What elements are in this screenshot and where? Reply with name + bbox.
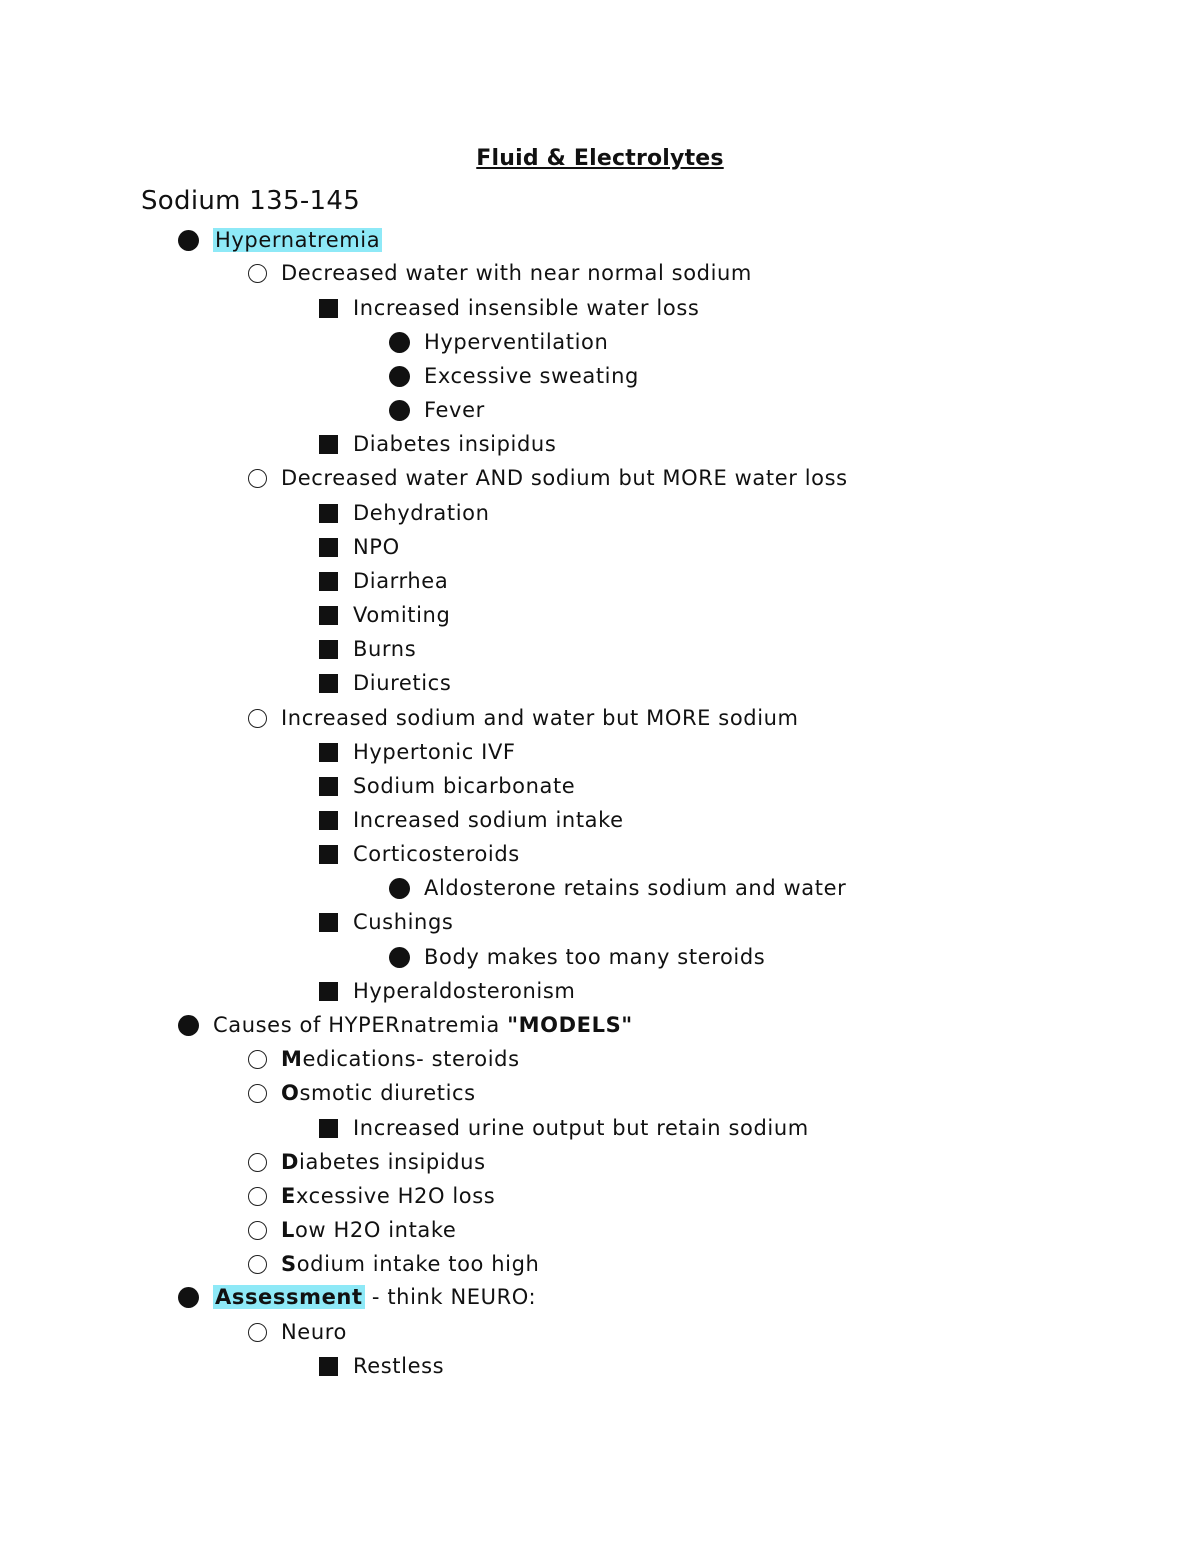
outline-item-text bbox=[353, 910, 453, 934]
outline-text-run: L bbox=[281, 1218, 295, 1242]
outline-text-run: Increased sodium intake bbox=[353, 808, 624, 832]
outline-text-run: Increased sodium and water but MORE sodium bbox=[281, 706, 799, 730]
outline-item bbox=[178, 1282, 536, 1312]
outline-item-text bbox=[353, 296, 699, 320]
outline-item bbox=[389, 361, 639, 391]
outline-text-run: smotic diuretics bbox=[299, 1081, 476, 1105]
outline-text-run: Body makes too many steroids bbox=[424, 945, 766, 969]
outline-item bbox=[319, 1113, 809, 1143]
outline-item bbox=[248, 1181, 495, 1211]
filled-square-bullet-icon bbox=[319, 743, 338, 762]
outline-item-text bbox=[424, 945, 765, 969]
hollow-circle-bullet-icon bbox=[248, 709, 267, 728]
outline-text-run: odium intake too high bbox=[296, 1252, 540, 1276]
outline-item bbox=[319, 532, 400, 562]
hollow-circle-bullet-icon bbox=[248, 1050, 267, 1069]
section-heading: Sodium 135-145 bbox=[141, 186, 361, 216]
outline-text-run: Vomiting bbox=[353, 603, 451, 627]
outline-item bbox=[319, 771, 575, 801]
outline-item-text bbox=[353, 671, 451, 695]
outline-text-run: Diuretics bbox=[353, 671, 452, 695]
outline-item-text bbox=[424, 398, 485, 422]
outline-text-run: Decreased water with near normal sodium bbox=[281, 261, 752, 285]
outline-item-text bbox=[281, 1184, 495, 1208]
outline-item bbox=[319, 429, 556, 459]
outline-item-text bbox=[353, 637, 416, 661]
outline-item bbox=[248, 1215, 456, 1245]
outline-item-text bbox=[213, 228, 382, 252]
filled-circle-bullet-icon bbox=[389, 947, 410, 968]
outline-item-text bbox=[353, 569, 448, 593]
outline-item-text bbox=[353, 740, 516, 764]
outline-item bbox=[319, 634, 416, 664]
outline-text-run: Sodium bicarbonate bbox=[353, 774, 576, 798]
filled-square-bullet-icon bbox=[319, 572, 338, 591]
hollow-circle-bullet-icon bbox=[248, 1153, 267, 1172]
hollow-circle-bullet-icon bbox=[248, 264, 267, 283]
filled-circle-bullet-icon bbox=[389, 332, 410, 353]
hollow-circle-bullet-icon bbox=[248, 1187, 267, 1206]
outline-text-run: Decreased water AND sodium but MORE water loss bbox=[281, 466, 848, 490]
filled-square-bullet-icon bbox=[319, 1119, 338, 1138]
filled-square-bullet-icon bbox=[319, 845, 338, 864]
outline-text-run: iabetes insipidus bbox=[299, 1150, 486, 1174]
outline-item-text bbox=[281, 1252, 539, 1276]
outline-item bbox=[319, 293, 699, 323]
outline-text-run: O bbox=[281, 1081, 300, 1105]
outline-text-run: xcessive H2O loss bbox=[295, 1184, 496, 1208]
outline-item bbox=[319, 976, 575, 1006]
outline-item bbox=[389, 327, 608, 357]
outline-item bbox=[389, 873, 846, 903]
filled-square-bullet-icon bbox=[319, 538, 338, 557]
outline-item bbox=[248, 258, 752, 288]
filled-square-bullet-icon bbox=[319, 1357, 338, 1376]
filled-circle-bullet-icon bbox=[389, 366, 410, 387]
outline-item-text bbox=[353, 432, 556, 456]
hollow-circle-bullet-icon bbox=[248, 469, 267, 488]
outline-text-run: NPO bbox=[353, 535, 400, 559]
outline-item-text bbox=[281, 1320, 347, 1344]
outline-text-run: Hyperventilation bbox=[424, 330, 609, 354]
outline-item-text bbox=[281, 1081, 476, 1105]
hollow-circle-bullet-icon bbox=[248, 1255, 267, 1274]
outline-text-run: D bbox=[281, 1150, 300, 1174]
outline-text-run: Assessment bbox=[215, 1285, 363, 1309]
outline-text-run: "MODELS" bbox=[507, 1013, 633, 1037]
outline-item-text bbox=[424, 364, 639, 388]
outline-text-run: Cushings bbox=[353, 910, 454, 934]
outline-item bbox=[248, 1249, 539, 1279]
outline-item bbox=[248, 1317, 347, 1347]
outline-text-run: Increased urine output but retain sodium bbox=[353, 1116, 809, 1140]
outline-item-text bbox=[213, 1285, 536, 1309]
outline-item bbox=[389, 942, 765, 972]
outline-item-text bbox=[353, 979, 575, 1003]
outline-item bbox=[319, 839, 520, 869]
outline-item bbox=[319, 1351, 444, 1381]
outline-text-run: M bbox=[281, 1047, 303, 1071]
hollow-circle-bullet-icon bbox=[248, 1323, 267, 1342]
outline-text-run: Excessive sweating bbox=[424, 364, 639, 388]
outline-text-run: Burns bbox=[353, 637, 417, 661]
hollow-circle-bullet-icon bbox=[248, 1084, 267, 1103]
outline-item bbox=[248, 1078, 476, 1108]
outline-item-text bbox=[281, 706, 799, 730]
outline-item-text bbox=[353, 1354, 444, 1378]
outline-item bbox=[248, 703, 799, 733]
outline-text-run: ow H2O intake bbox=[294, 1218, 457, 1242]
outline-text-run: Corticosteroids bbox=[353, 842, 520, 866]
outline-item-text bbox=[353, 808, 624, 832]
outline-item bbox=[248, 463, 848, 493]
filled-square-bullet-icon bbox=[319, 982, 338, 1001]
outline-text-run: Hypernatremia bbox=[215, 228, 381, 252]
outline-item bbox=[178, 225, 382, 255]
outline-item-text bbox=[353, 842, 520, 866]
filled-square-bullet-icon bbox=[319, 913, 338, 932]
outline-item-text bbox=[353, 774, 575, 798]
outline-text-run: Dehydration bbox=[353, 501, 490, 525]
outline-text-run: Diabetes insipidus bbox=[353, 432, 557, 456]
outline-item bbox=[319, 737, 516, 767]
outline-text-run: S bbox=[281, 1252, 297, 1276]
outline-text-run: edications- steroids bbox=[302, 1047, 520, 1071]
outline-text-run: Hypertonic IVF bbox=[353, 740, 516, 764]
outline-item-text bbox=[353, 501, 490, 525]
filled-square-bullet-icon bbox=[319, 640, 338, 659]
filled-circle-bullet-icon bbox=[178, 1287, 199, 1308]
outline-text-run: Hyperaldosteronism bbox=[353, 979, 576, 1003]
filled-square-bullet-icon bbox=[319, 606, 338, 625]
outline-item-text bbox=[424, 330, 608, 354]
outline-item-text bbox=[213, 1013, 633, 1037]
outline-item-text bbox=[353, 535, 400, 559]
outline-text-run: Causes of HYPERnatremia bbox=[213, 1013, 508, 1037]
filled-square-bullet-icon bbox=[319, 674, 338, 693]
outline-item bbox=[389, 395, 485, 425]
outline-item bbox=[319, 668, 451, 698]
filled-circle-bullet-icon bbox=[178, 1015, 199, 1036]
filled-square-bullet-icon bbox=[319, 504, 338, 523]
outline-item-text bbox=[353, 1116, 809, 1140]
outline-text-run: - think NEURO: bbox=[364, 1285, 537, 1309]
outline-text-run: Fever bbox=[424, 398, 485, 422]
outline-text-run: Aldosterone retains sodium and water bbox=[424, 876, 847, 900]
outline-item-text bbox=[424, 876, 846, 900]
filled-circle-bullet-icon bbox=[389, 400, 410, 421]
outline-item-text bbox=[281, 1218, 456, 1242]
outline-text-run: Diarrhea bbox=[353, 569, 449, 593]
outline-item bbox=[319, 566, 448, 596]
outline-item-text bbox=[281, 261, 752, 285]
document-title: Fluid & Electrolytes bbox=[476, 146, 724, 171]
hollow-circle-bullet-icon bbox=[248, 1221, 267, 1240]
filled-circle-bullet-icon bbox=[178, 230, 199, 251]
outline-item-text bbox=[281, 1150, 486, 1174]
filled-square-bullet-icon bbox=[319, 777, 338, 796]
outline-text-run: E bbox=[281, 1184, 296, 1208]
outline-item bbox=[319, 805, 624, 835]
outline-item bbox=[178, 1010, 633, 1040]
filled-square-bullet-icon bbox=[319, 811, 338, 830]
outline-item bbox=[319, 907, 453, 937]
filled-square-bullet-icon bbox=[319, 435, 338, 454]
outline-item-text bbox=[353, 603, 450, 627]
outline-text-run: Neuro bbox=[281, 1320, 347, 1344]
outline-item bbox=[248, 1044, 520, 1074]
outline-item bbox=[319, 600, 450, 630]
outline-text-run: Restless bbox=[353, 1354, 445, 1378]
outline-item bbox=[319, 498, 490, 528]
outline-text-run: Increased insensible water loss bbox=[353, 296, 700, 320]
outline-item bbox=[248, 1147, 486, 1177]
filled-circle-bullet-icon bbox=[389, 878, 410, 899]
outline-item-text bbox=[281, 466, 848, 490]
outline-item-text bbox=[281, 1047, 520, 1071]
filled-square-bullet-icon bbox=[319, 299, 338, 318]
